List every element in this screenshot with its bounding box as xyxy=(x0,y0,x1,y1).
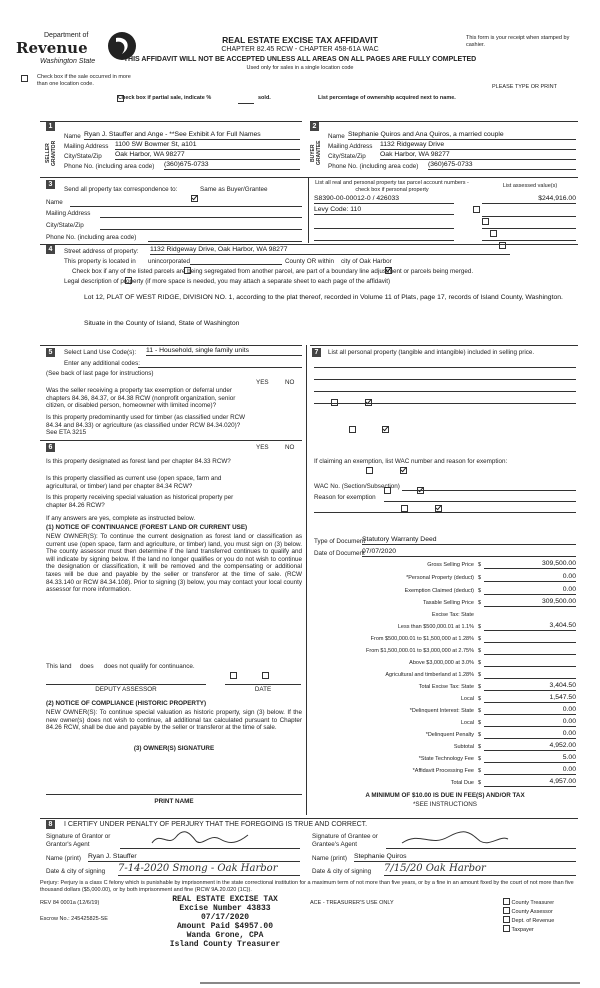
tax-row-label: Total Due xyxy=(450,780,474,786)
s5-q1-text: Was the seller receiving a property tax exemption or deferral under chapters 84.36, 84.37, or 84.38 RCW (nonprofit organization, senior citizen, or disabled person, homeowner with limited income)? xyxy=(46,387,236,410)
qualify-does-not-label: does not qualify for continuance. xyxy=(104,663,195,670)
exemption-reason-field[interactable] xyxy=(384,501,576,502)
dollar-sign: $ xyxy=(478,720,482,726)
buyer-city-label: City/State/Zip xyxy=(328,153,366,160)
copy-taxpayer-checkbox[interactable] xyxy=(503,925,510,932)
located-in-label: This property is located in xyxy=(64,258,136,265)
multi-location-checkbox[interactable] xyxy=(21,75,28,82)
seller-address-field[interactable]: 1100 SW Bowmer St, a101 xyxy=(115,141,300,150)
tax-row-label: Less than $500,000.01 at 1.1% xyxy=(397,624,474,630)
grantor-signature xyxy=(150,831,250,852)
stamp-line-4: Amount Paid $4957.00 xyxy=(176,922,273,931)
parcel-number-4[interactable] xyxy=(314,240,454,241)
grantee-name-label: Name (print) xyxy=(312,855,347,862)
form-title: REAL ESTATE EXCISE TAX AFFIDAVIT xyxy=(222,35,378,45)
s6-yes-header: YES xyxy=(256,444,269,451)
grantee-date-field[interactable]: 7/15/20 Oak Harbor xyxy=(384,863,576,876)
assessed-value-1[interactable]: $244,916.00 xyxy=(482,195,576,204)
buyer-phone-label: Phone No. (including area code) xyxy=(328,163,419,170)
corr-phone-label: Phone No. (including area code) xyxy=(46,234,137,241)
perjury-notice: Perjury: Perjury is a class C felony which is punishable by imprisonment in the state correctional institution for a maximum term of not more than five years, or by a fine in an amount fixed by the court of not more than five thousand dollars ($5,000.00), or by both imprisonment and fine (RCW 9A.20.020 (1C)). xyxy=(40,880,574,893)
situate-text: Situate in the County of Island, State of Washington xyxy=(84,320,240,327)
partial-sale-label: Check box if partial sale, indicate % xyxy=(118,95,212,101)
tax-row-value[interactable]: 4,952.00 xyxy=(484,742,576,751)
warning-text: THIS AFFIDAVIT WILL NOT BE ACCEPTED UNLESS ALL AREAS ON ALL PAGES ARE FULLY COMPLETED xyxy=(123,56,477,63)
personal-property-line-3[interactable] xyxy=(314,391,576,392)
dollar-sign: $ xyxy=(478,636,482,642)
tax-row-value[interactable]: 0.00 xyxy=(484,730,576,739)
seller-city-label: City/State/Zip xyxy=(64,153,102,160)
parcel-1-personal-checkbox[interactable] xyxy=(473,206,480,213)
tax-row-value[interactable]: 5.00 xyxy=(484,754,576,763)
dollar-sign: $ xyxy=(478,744,482,750)
tax-row-label: Subtotal xyxy=(453,744,474,750)
tax-row-value[interactable] xyxy=(484,670,576,679)
dor-logo xyxy=(16,30,146,74)
s5-q2-text: Is this property predominantly used for timber (as classified under RCW 84.34 and 84.33) or agriculture (as classified under RCW 84.34.020)? See ETA 3215 xyxy=(46,414,246,437)
notice2-title: (2) NOTICE OF COMPLIANCE (HISTORIC PROPERTY) xyxy=(46,700,207,707)
additional-codes-label: Enter any additional codes: xyxy=(64,360,140,367)
legal-description: Lot 12, PLAT OF WEST RIDGE, DIVISION NO. 1, according to the plat thereof, recorded in Volume 11 of Plats, page 17, records of Island County, Washington. xyxy=(84,294,563,301)
dollar-sign: $ xyxy=(478,600,482,606)
grantor-name-field[interactable]: Ryan J. Stauffer xyxy=(88,853,300,862)
grantee-signature xyxy=(400,829,510,852)
grantee-signature-scribble xyxy=(400,829,510,849)
county-or-label: County OR within xyxy=(285,258,334,265)
assessed-value-header: List assessed value(s) xyxy=(502,183,558,189)
land-use-field[interactable]: 11 - Household, single family units xyxy=(146,347,302,356)
deputy-assessor-line[interactable] xyxy=(46,684,206,685)
personal-property-line-2[interactable] xyxy=(314,379,576,380)
levy-code-field[interactable]: Levy Code: 110 xyxy=(314,206,454,215)
form-revision: REV 84 0001a (12/6/19) xyxy=(40,900,100,906)
copy-county-assessor-checkbox[interactable] xyxy=(503,907,510,914)
tax-row-label: *Delinquent Penalty xyxy=(425,732,474,738)
see-back-note: (See back of last page for instructions) xyxy=(46,370,154,377)
section-3-badge: 3 xyxy=(46,180,55,189)
treasurer-stamp xyxy=(140,895,310,949)
stamp-line-6: Island County Treasurer xyxy=(169,940,281,949)
corr-address-label: Mailing Address xyxy=(46,210,91,217)
seller-city-field[interactable]: Oak Harbor, WA 98277 xyxy=(115,151,300,160)
tax-row-label: From $1,500,000.01 to $3,000,000 at 2.75% xyxy=(366,648,474,654)
grantor-signature-scribble xyxy=(150,831,250,847)
minimum-due-note: A MINIMUM OF $10.00 IS DUE IN FEE(S) AND/OR TAX xyxy=(365,792,525,799)
copy-dept-revenue-checkbox[interactable] xyxy=(503,916,510,923)
tax-row-label: *Delinquent Interest: State xyxy=(409,708,474,714)
additional-codes-field[interactable] xyxy=(138,367,302,368)
tax-row-value[interactable]: 0.00 xyxy=(484,766,576,775)
tax-row-value[interactable] xyxy=(484,658,576,667)
personal-property-line-1[interactable] xyxy=(314,367,576,368)
tax-row-value[interactable]: 3,404.50 xyxy=(484,682,576,691)
buyer-city-field[interactable]: Oak Harbor, WA 98277 xyxy=(380,151,576,160)
escrow-number: Escrow No.: 245425825-SE xyxy=(40,916,108,922)
exemption-reason-field-2[interactable] xyxy=(314,512,576,513)
dollar-sign: $ xyxy=(478,672,482,678)
deputy-assessor-label: DEPUTY ASSESSOR xyxy=(95,686,157,693)
s5-q2-yes[interactable] xyxy=(349,426,356,433)
same-as-buyer-checkbox[interactable] xyxy=(191,195,198,202)
assessed-value-2[interactable] xyxy=(482,216,576,217)
s6-q3-no[interactable] xyxy=(435,505,442,512)
dollar-sign: $ xyxy=(478,708,482,714)
stamp-line-1: REAL ESTATE EXCISE TAX xyxy=(172,895,278,904)
tax-row-value[interactable]: 309,500.00 xyxy=(484,598,576,607)
dollar-sign: $ xyxy=(478,780,482,786)
grantor-date-field[interactable]: 7-14-2020 Smong - Oak Harbor xyxy=(118,863,300,876)
buyer-address-field[interactable]: 1132 Ridgeway Drive xyxy=(380,141,576,150)
dollar-sign: $ xyxy=(478,588,482,594)
doc-date-label: Date of Document xyxy=(314,550,365,557)
dollar-sign: $ xyxy=(478,732,482,738)
multi-location-label: Check box if the sale occurred in more than one location code. xyxy=(37,74,131,87)
notice1-text: NEW OWNER(S): To continue the current designation as forest land or classification as current use (open space, farm and agriculture, or timber) land, you must sign on (3) below. The county assessor must then determine if the land transferred continues to qualify and will indicate by signing below. If the land no longer qualifies or you do not wish to continue the designation or classification, it will be removed and the compensating or additional taxes will be due and payable by the seller or transferor at the time of sale. (RCW 84.33.140 or RCW 84.34.108). Prior to signing (3) below, you may contact your local county assessor for more information. xyxy=(46,533,302,594)
treasurer-use-label: ACE - TREASURER'S USE ONLY xyxy=(310,900,394,906)
dollar-sign: $ xyxy=(478,756,482,762)
personal-property-line-4[interactable] xyxy=(314,403,576,404)
buyer-side-label: BUYER GRANTEE xyxy=(310,140,322,166)
seller-name-label: Name xyxy=(64,133,81,140)
qualify-does-checkbox[interactable] xyxy=(230,672,237,679)
s6-q3-text: Is this property receiving special valuation as historical property per chapter 84.26 RCW? xyxy=(46,494,234,509)
stamp-line-3: 07/17/2020 xyxy=(200,913,249,922)
s5-no-header: NO xyxy=(285,379,295,386)
exemption-label: If claiming an exemption, list WAC number and reason for exemption: xyxy=(314,458,508,465)
seller-address-label: Mailing Address xyxy=(64,143,109,150)
s6-q1-no[interactable] xyxy=(400,467,407,474)
section-4-badge: 4 xyxy=(46,245,55,254)
qualify-label: This land xyxy=(46,663,72,670)
corr-phone-field[interactable] xyxy=(148,241,302,242)
tax-row-label: Excise Tax: State xyxy=(431,612,474,618)
wac-number-label: WAC No. (Section/Subsection) xyxy=(314,483,400,490)
street-address-label: Street address of property: xyxy=(64,248,139,255)
tax-row-value[interactable]: 0.00 xyxy=(484,586,576,595)
owner-signature-label: (3) OWNER(S) SIGNATURE xyxy=(133,745,215,752)
copy-county-treasurer: County Treasurer xyxy=(511,900,555,906)
tax-row-label: Above $3,000,000 at 3.0% xyxy=(409,660,474,666)
see-instructions-note: *SEE INSTRUCTIONS xyxy=(412,801,478,808)
tax-row-label: Local xyxy=(460,720,474,726)
buyer-address-label: Mailing Address xyxy=(328,143,373,150)
tax-row-value[interactable] xyxy=(484,646,576,655)
copy-dept-revenue: Dept. of Revenue xyxy=(511,918,555,924)
section-1-badge: 1 xyxy=(46,122,55,131)
owner-signature-line[interactable] xyxy=(46,794,302,795)
stamp-line-2: Excise Number 43833 xyxy=(179,904,271,913)
tax-row-label: Agricultural and timberland at 1.28% xyxy=(385,672,474,678)
corr-city-field[interactable] xyxy=(100,229,302,230)
receipt-note: This form is your receipt when stamped by cashier. xyxy=(466,35,570,48)
grantee-sig-label: Signature of Grantee or Grantee's Agent xyxy=(312,833,378,848)
partial-sale-pct-field[interactable] xyxy=(238,103,254,104)
certify-statement: I CERTIFY UNDER PENALTY OF PERJURY THAT THE FOREGOING IS TRUE AND CORRECT. xyxy=(64,821,368,828)
tax-row-value[interactable] xyxy=(484,634,576,643)
dollar-sign: $ xyxy=(478,660,482,666)
grantee-name-field[interactable]: Stephanie Quiros xyxy=(354,853,576,862)
qualify-does-label: does xyxy=(80,663,94,670)
s6-no-header: NO xyxy=(285,444,295,451)
dept-of-label: Department of xyxy=(44,32,89,39)
corr-name-label: Name xyxy=(46,199,63,206)
tax-row-label: Exemption Claimed (deduct) xyxy=(404,588,474,594)
seller-phone-field[interactable]: (360)675-0733 xyxy=(164,161,300,170)
parcel-3-personal-checkbox[interactable] xyxy=(490,230,497,237)
tax-row-value[interactable]: 309,500.00 xyxy=(484,560,576,569)
s6-q1-text: Is this property designated as forest land per chapter 84.33 RCW? xyxy=(46,458,231,465)
form-subtitle: CHAPTER 82.45 RCW - CHAPTER 458-61A WAC xyxy=(221,46,379,53)
corr-city-label: City/State/Zip xyxy=(46,222,84,229)
print-name-label: PRINT NAME xyxy=(154,798,194,805)
tax-row-value[interactable]: 1,547.50 xyxy=(484,694,576,703)
tax-row-value[interactable]: 0.00 xyxy=(484,706,576,715)
assessed-value-4[interactable] xyxy=(482,240,576,241)
s6-q1-yes[interactable] xyxy=(366,467,373,474)
tax-row-value[interactable]: 4,957.00 xyxy=(484,778,576,787)
parcel-list-header: List all real and personal property tax parcel account numbers - check box if personal property xyxy=(315,180,469,193)
parcel-2-personal-checkbox[interactable] xyxy=(482,218,489,225)
assessor-date-line[interactable] xyxy=(225,684,301,685)
section-7-badge: 7 xyxy=(312,348,321,357)
section-8-badge: 8 xyxy=(46,820,55,829)
parcel-number-3[interactable] xyxy=(314,228,454,229)
stamp-line-5: Wanda Grone, CPA xyxy=(186,931,264,940)
s5-yes-header: YES xyxy=(256,379,269,386)
notice2-text: NEW OWNER(S): To continue special valuation as historic property, sign (3) below. If the new owner(s) does not wish to continue, all additional tax calculated pursuant to Chapter 84.26 RCW, shall be due and payable by the seller or transferor at the time of sale. xyxy=(46,709,302,732)
doc-date-field[interactable]: 07/07/2020 xyxy=(362,548,576,557)
street-address-field[interactable]: 1132 Ridgeway Drive, Oak Harbor, WA 98277 xyxy=(150,246,510,255)
tax-row-value[interactable]: 0.00 xyxy=(484,573,576,582)
copy-taxpayer: Taxpayer xyxy=(511,927,534,933)
land-use-label: Select Land Use Code(s): xyxy=(64,349,137,356)
section-5-badge: 5 xyxy=(46,348,55,357)
seller-name-field[interactable]: Ryan J. Stauffer and Ange - **See Exhibit A for Full Names xyxy=(84,131,300,140)
personal-property-label: List all personal property (tangible and intangible) included in selling price. xyxy=(328,349,535,356)
same-as-buyer-label: Same as Buyer/Grantee xyxy=(200,186,268,193)
type-or-print: PLEASE TYPE OR PRINT xyxy=(492,84,558,90)
tax-row-label: Local xyxy=(460,696,474,702)
grantor-date-label: Date & city of signing xyxy=(46,868,106,875)
buyer-name-label: Name xyxy=(328,133,345,140)
revenue-wordmark: Revenue xyxy=(16,39,88,57)
dollar-sign: $ xyxy=(478,768,482,774)
seller-phone-label: Phone No. (including area code) xyxy=(64,163,155,170)
assessed-value-3[interactable] xyxy=(482,228,576,229)
dollar-sign: $ xyxy=(478,562,482,568)
section-2-badge: 2 xyxy=(310,122,319,131)
s6-if-yes: If any answers are yes, complete as instructed below. xyxy=(46,515,196,522)
notice1-title: (1) NOTICE OF CONTINUANCE (FOREST LAND OR CURRENT USE) xyxy=(46,524,248,531)
tax-row-label: Gross Selling Price xyxy=(427,562,474,568)
segregated-label: Check box if any of the listed parcels are being segregated from another parcel, are part of a boundary line adjustment or parcels being merged. xyxy=(72,268,474,275)
wac-number-field[interactable] xyxy=(402,490,576,491)
seller-side-label: SELLER GRANTOR xyxy=(45,140,57,166)
tax-row-label: Total Excise Tax: State xyxy=(418,684,474,690)
parcel-number-1[interactable]: S8390-00-00012-0 / 426033 xyxy=(314,195,454,204)
buyer-phone-field[interactable]: (360)675-0733 xyxy=(428,161,576,170)
buyer-name-field[interactable]: Stephanie Quiros and Ana Quiros, a married couple xyxy=(348,131,576,140)
city-of-label: city of Oak Harbor xyxy=(341,258,392,265)
tax-row-value[interactable]: 3,404.50 xyxy=(484,622,576,631)
qualify-does-not-checkbox[interactable] xyxy=(262,672,269,679)
washington-state-label: Washington State xyxy=(40,58,96,65)
single-location-note: Used only for sales in a single location code xyxy=(246,65,354,71)
doc-type-label: Type of Document xyxy=(314,538,366,545)
assessor-date-label: DATE xyxy=(254,686,272,693)
dollar-sign: $ xyxy=(478,575,482,581)
legal-desc-label: Legal description of property (if more space is needed, you may attach a separate sheet to each page of the affidavit) xyxy=(64,278,391,285)
s6-q2-text: Is this property classified as current use (open space, farm and agricultural, or timber) land per chapter 84.34 RCW? xyxy=(46,475,222,490)
tax-row-label: *State Technology Fee xyxy=(418,756,474,762)
tax-row-label: *Affidavit Processing Fee xyxy=(412,768,474,774)
s6-q3-yes[interactable] xyxy=(401,505,408,512)
grantor-name-label: Name (print) xyxy=(46,855,81,862)
unincorporated-label: unincorporated xyxy=(148,258,191,265)
grantor-sig-label: Signature of Grantor or Grantor's Agent xyxy=(46,833,111,848)
tax-row-label: Taxable Selling Price xyxy=(422,600,474,606)
dollar-sign: $ xyxy=(478,684,482,690)
ownership-pct-note: List percentage of ownership acquired next to name. xyxy=(318,95,456,101)
dollar-sign: $ xyxy=(478,624,482,630)
tax-row-value[interactable]: 0.00 xyxy=(484,718,576,727)
copy-distribution xyxy=(503,898,554,934)
sold-label: sold. xyxy=(258,95,271,101)
dollar-sign: $ xyxy=(478,648,482,654)
dollar-sign: $ xyxy=(478,696,482,702)
corr-name-field[interactable] xyxy=(70,206,302,207)
copy-county-assessor: County Assessor xyxy=(511,909,553,915)
tax-row-label: *Personal Property (deduct) xyxy=(406,575,474,581)
grantee-date-label: Date & city of signing xyxy=(312,868,372,875)
doc-type-field[interactable]: Statutory Warranty Deed xyxy=(362,536,576,545)
scan-edge-line xyxy=(200,982,580,984)
tax-row-label: From $500,000.01 to $1,500,000 at 1.28% xyxy=(370,636,474,642)
copy-county-treasurer-checkbox[interactable] xyxy=(503,898,510,905)
send-correspondence-label: Send all property tax correspondence to: xyxy=(64,186,178,193)
s5-q2-no[interactable] xyxy=(382,426,389,433)
exemption-reason-label: Reason for exemption xyxy=(314,494,376,501)
corr-address-field[interactable] xyxy=(100,217,302,218)
section-6-badge: 6 xyxy=(46,443,55,452)
